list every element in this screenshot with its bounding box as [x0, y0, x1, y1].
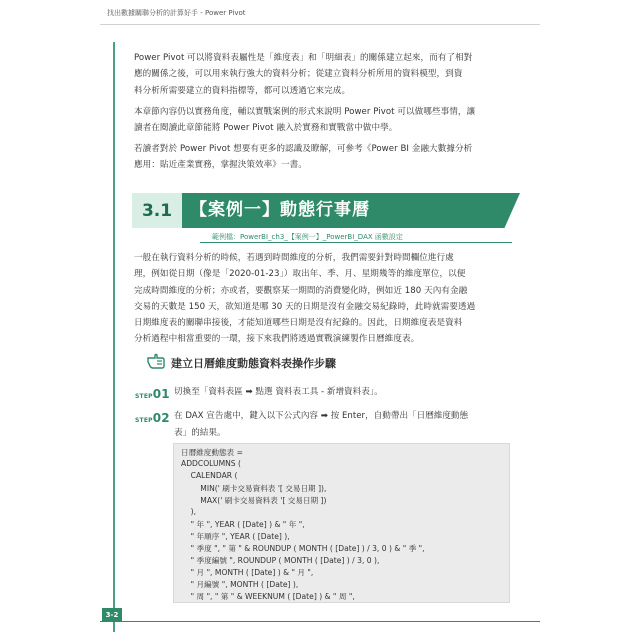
body-line: 理，例如從日期（像是「2020-01-23」）取出年、季、月、星期幾等的維度單位，以便 — [134, 269, 466, 280]
code-line: " 季度編號 ", ROUNDUP ( MONTH ( [Date] ) / 3, 0 ), — [181, 556, 380, 565]
body-line: 一般在執行資料分析的時候，若遇到時間維度的分析，我們需要針對時間欄位進行處 — [134, 253, 454, 263]
code-line: ADDCOLUMNS ( — [181, 459, 242, 468]
intro-line: 本章節內容仍以實務角度，輔以實戰案例的形式來說明 Power Pivot 可以做哪些事情，讓 — [134, 107, 476, 117]
intro-paragraph-1 — [134, 50, 517, 99]
body-paragraph — [134, 250, 517, 348]
step-text-2 — [174, 408, 514, 442]
intro-line: 應用：貼近產業實務，掌握決策效率》一書。 — [134, 160, 307, 171]
sub-heading-text: 建立日曆維度動態資料表操作步驟 — [171, 357, 336, 370]
code-line: " 月編號 ", MONTH ( [Date] ), — [181, 580, 299, 589]
body-line: 交易的天數是 150 天，欲知道是哪 30 天的日期是沒有金融交易紀錄時，此時就需要透過 — [134, 301, 476, 312]
step-label-word: STEP — [135, 417, 153, 424]
step-text-1 — [174, 384, 514, 401]
body-line: 完成時間維度的分析；亦或者，要觀察某一期間的消費變化時，例如近 180 天內有金融 — [134, 285, 468, 296]
page-margin-bar — [113, 42, 115, 632]
intro-line: Power Pivot 可以將資料表屬性是「維度表」和「明細表」的關係建立起來，而有了相對 — [134, 53, 473, 63]
step-line: 表」的結果。 — [174, 428, 226, 438]
footer-divider — [100, 621, 540, 622]
code-line: " 月 ", MONTH ( [Date] ) & " 月 ", — [181, 568, 314, 577]
dax-code-block — [173, 443, 510, 603]
sample-file-note: 範例檔：PowerBI_ch3_【案例一】_PowerBI_DAX 函數設定 — [212, 233, 403, 241]
code-line: ), — [181, 507, 197, 516]
step-label-2 — [135, 411, 170, 425]
intro-line: 料分析所需要建立的資料指標等，都可以透過它來完成。 — [134, 85, 351, 96]
body-line: 日期維度表的關聯串接後，才能知道哪些日期是沒有紀錄的。因此，日期維度表是資料 — [134, 318, 463, 329]
intro-line: 應的關係之後，可以用來執行強大的資料分析；從建立資料分析所用的資料模型，到資 — [134, 69, 463, 80]
sub-heading — [147, 355, 336, 371]
code-line: 日曆維度動態表 = — [181, 448, 243, 457]
code-line: MAX(' 刷卡交易資料表 '[ 交易日期 ]) — [181, 496, 327, 505]
header-divider — [100, 24, 540, 25]
running-header: 找出數據關聯分析的計算好手 - Power Pivot — [107, 9, 246, 17]
step-label-word: STEP — [135, 393, 153, 400]
intro-paragraph-3 — [134, 141, 517, 174]
sample-file-divider — [200, 242, 512, 243]
step-label-number: 02 — [152, 411, 170, 425]
page-number: 3-2 — [102, 608, 122, 622]
step-line: 切換至「資料表區 ➡ 點選 資料表工具 - 新增資料表」。 — [174, 387, 383, 397]
step-line: 在 DAX 宣告處中，鍵入以下公式內容 ➡ 按 Enter，自動帶出「日曆維度動態 — [174, 411, 469, 421]
hand-pointing-icon — [147, 353, 165, 373]
code-line: " 年順序 ", YEAR ( [Date] ), — [181, 532, 290, 541]
intro-line: 讀者在閱讀此章節能將 Power Pivot 融入於實務和實戰當中做中學。 — [134, 123, 398, 134]
code-line: " 年 ", YEAR ( [Date] ) & " 年 ", — [181, 520, 305, 529]
section-number: 3.1 — [132, 193, 182, 228]
code-line: " 周 ", " 第 " & WEEKNUM ( [Date] ) & " 周 ", — [181, 592, 355, 601]
section-title: 【案例一】動態行事曆 — [190, 200, 370, 220]
body-line: 分析過程中相當重要的一環，接下來我們將透過實戰演練製作日曆維度表。 — [134, 334, 420, 345]
code-line: CALENDAR ( — [181, 471, 238, 480]
code-line: MIN(' 刷卡交易資料表 '[ 交易日期 ]), — [181, 484, 327, 493]
intro-line: 若讀者對於 Power Pivot 想要有更多的認識及瞭解，可參考《Power BI 金融大數據分析 — [134, 144, 473, 154]
intro-paragraph-2 — [134, 104, 517, 137]
code-line: " 季度 ", " 第 " & ROUNDUP ( MONTH ( [Date] ) / 3, 0 ) & " 季 ", — [181, 544, 425, 553]
step-label-number: 01 — [152, 387, 170, 401]
step-label-1 — [135, 387, 170, 401]
